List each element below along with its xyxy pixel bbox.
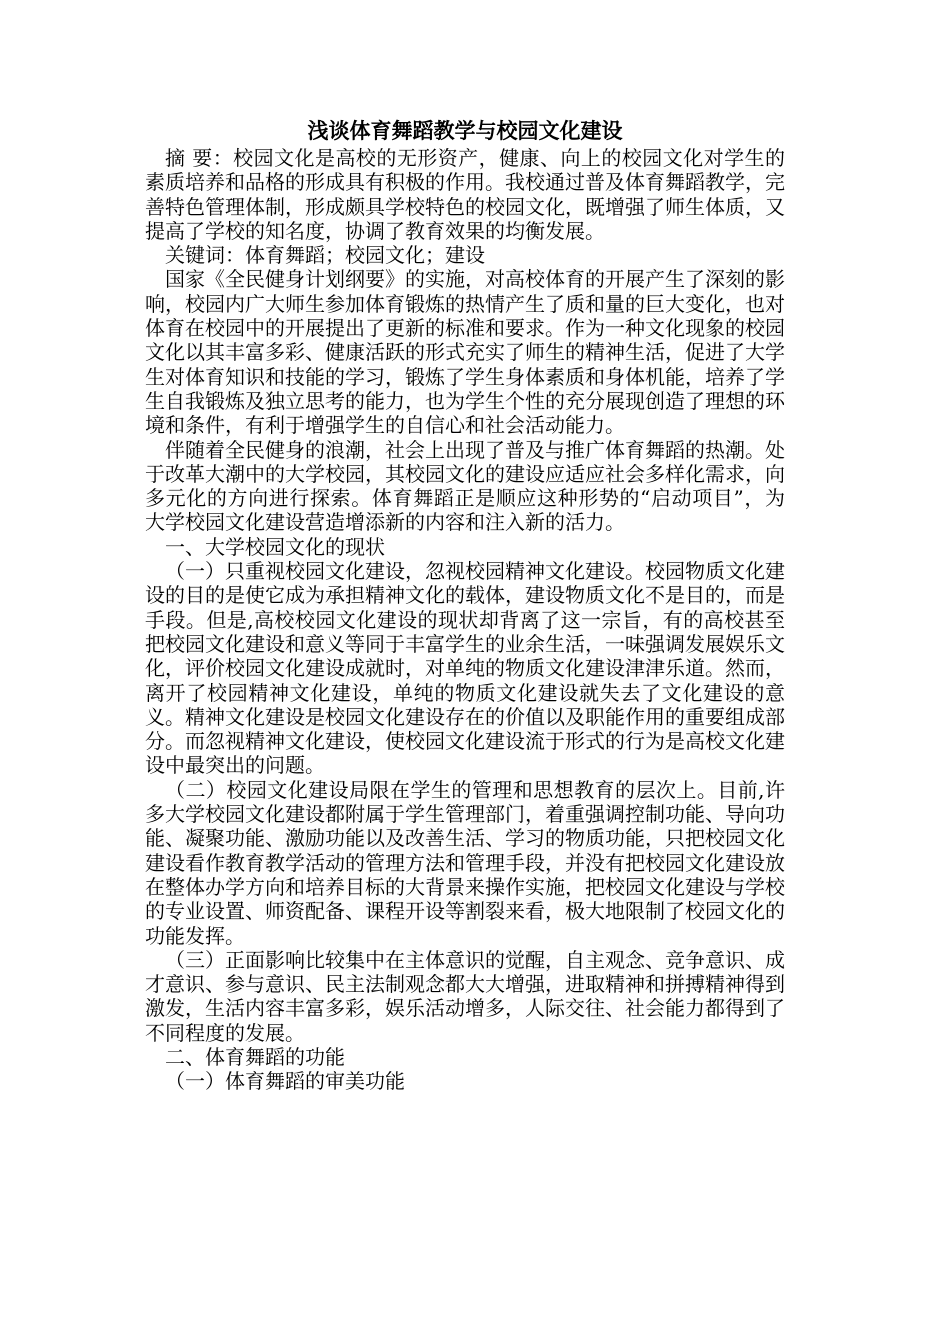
abstract-paragraph: 摘 要：校园文化是高校的无形资产，健康、向上的校园文化对学生的素质培养和品格的形成具有积极的作用。我校通过普及体育舞蹈教学，完善特色管理体制，形成颇具学校特色的校园文化，既增强了师生体质，又提高了学校的知名度，协调了教育效果的均衡发展。 — [145, 146, 785, 243]
document-title: 浅谈体育舞蹈教学与校园文化建设 — [307, 118, 623, 143]
section-1-paragraph-2: （二）校园文化建设局限在学生的管理和思想教育的层次上。目前,许多大学校园文化建设都附属于学生管理部门，着重强调控制功能、导向功能、凝聚功能、激励功能以及改善生活、学习的物质功能，只把校园文化建设看作教育教学活动的管理方法和管理手段，并没有把校园文化建设放在整体办学方向和培养目标的大背景来操作实施，把校园文化建设与学校的专业设置、师资配备、课程开设等割裂来看，极大地限制了校园文化的功能发挥。 — [145, 777, 785, 948]
document-body — [145, 118, 785, 1094]
section-2-heading: 二、体育舞蹈的功能 — [165, 1044, 345, 1069]
section-1-heading: 一、大学校园文化的现状 — [165, 534, 385, 559]
intro-paragraph-1: 国家《全民健身计划纲要》的实施，对高校体育的开展产生了深刻的影响，校园内广大师生参加体育锻炼的热情产生了质和量的巨大变化，也对体育在校园中的开展提出了更新的标准和要求。作为一种文化现象的校园文化以其丰富多彩、健康活跃的形式充实了师生的精神生活，促进了大学生对体育知识和技能的学习，锻炼了学生身体素质和身体机能，培养了学生自我锻炼及独立思考的能力，也为学生个性的充分展现创造了理想的环境和条件，有利于增强学生的自信心和社会活动能力。 — [145, 267, 785, 438]
section-2-subheading-1: （一）体育舞蹈的审美功能 — [165, 1069, 405, 1094]
intro-paragraph-2: 伴随着全民健身的浪潮，社会上出现了普及与推广体育舞蹈的热潮。处于改革大潮中的大学校园，其校园文化的建设应适应社会多样化需求，向多元化的方向进行探索。体育舞蹈正是顺应这种形势的“启动项目”，为大学校园文化建设营造增添新的内容和注入新的活力。 — [145, 437, 785, 535]
keywords-line: 关键词：体育舞蹈；校园文化；建设 — [165, 243, 485, 268]
section-1-paragraph-3: （三）正面影响比较集中在主体意识的觉醒，自主观念、竞争意识、成才意识、参与意识、民主法制观念都大大增强，进取精神和拼搏精神得到激发，生活内容丰富多彩，娱乐活动增多，人际交往、社会能力都得到了不同程度的发展。 — [145, 947, 785, 1045]
section-1-paragraph-1: （一）只重视校园文化建设，忽视校园精神文化建设。校园物质文化建设的目的是使它成为承担精神文化的载体，建设物质文化不是目的，而是手段。但是,高校校园文化建设的现状却背离了这一宗旨，有的高校甚至把校园文化建设和意义等同于丰富学生的业余生活，一味强调发展娱乐文化，评价校园文化建设成就时，对单纯的物质文化建设津津乐道。然而，离开了校园精神文化建设，单纯的物质文化建设就失去了文化建设的意义。精神文化建设是校园文化建设存在的价值以及职能作用的重要组成部分。而忽视精神文化建设，使校园文化建设流于形式的行为是高校文化建设中最突出的问题。 — [145, 559, 785, 778]
